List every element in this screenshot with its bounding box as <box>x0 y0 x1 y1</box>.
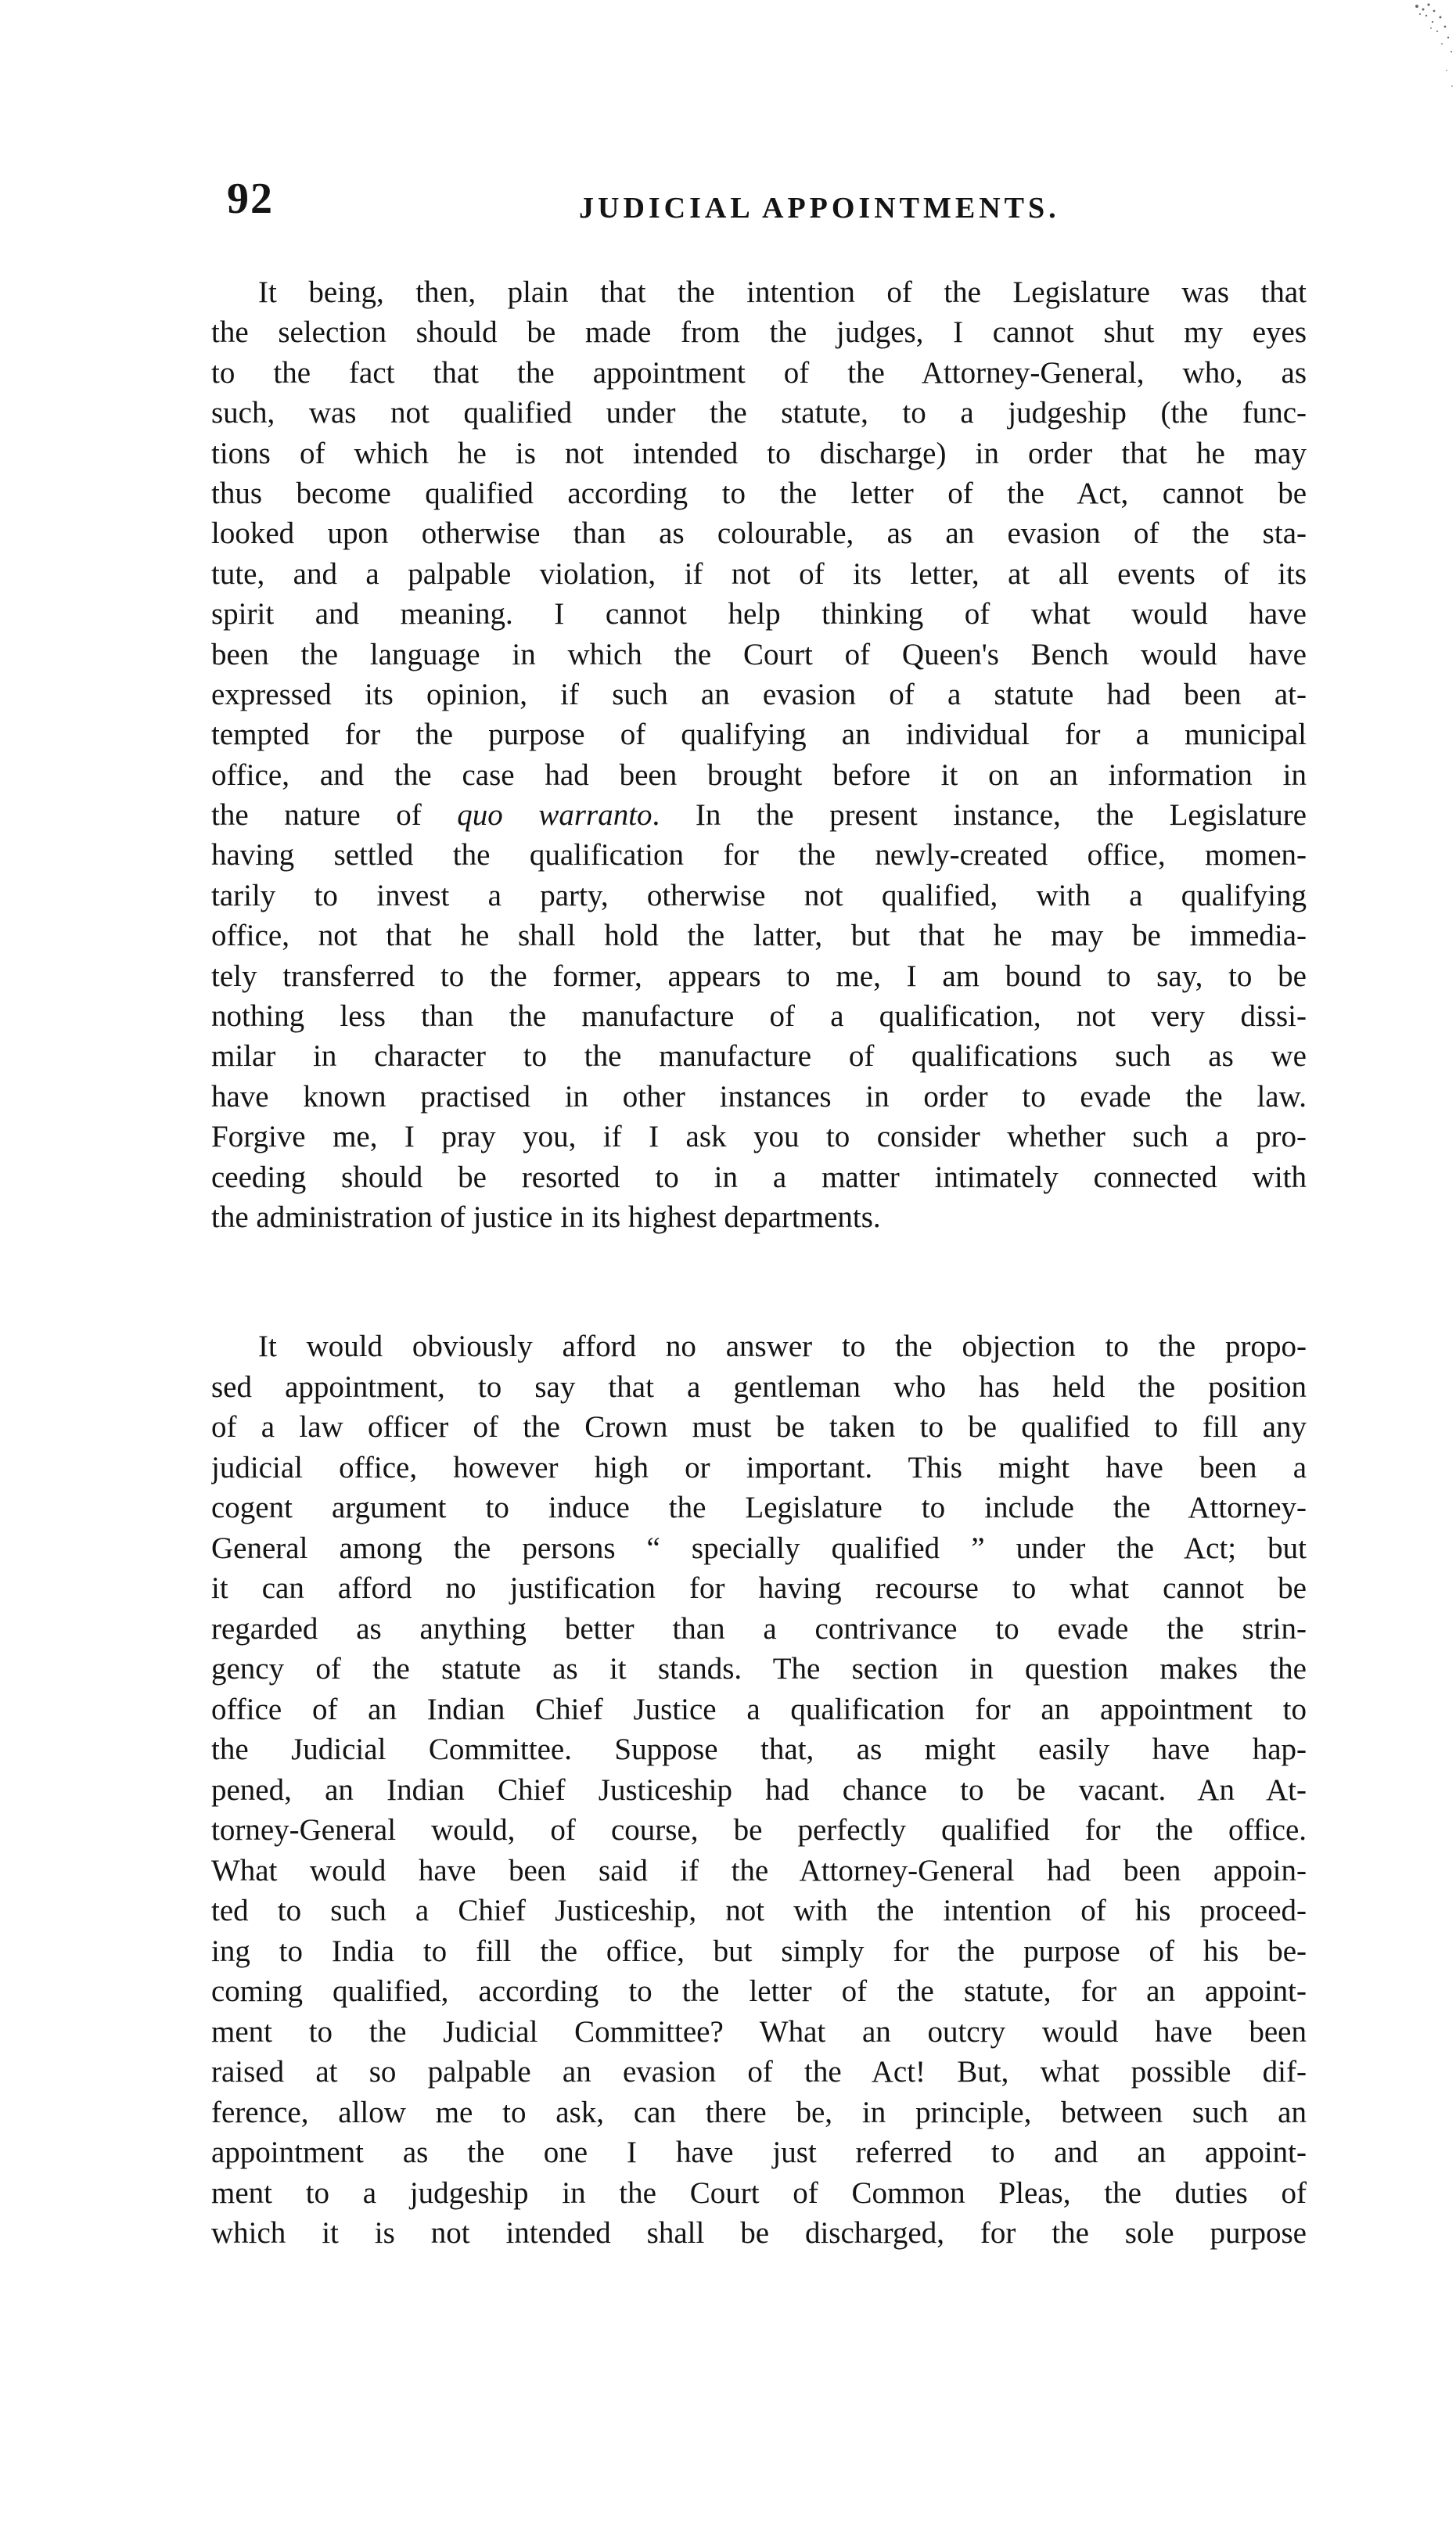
text-line: office of an Indian Chief Justice a qualification for an appointment to <box>211 1692 1307 1726</box>
text-line: the Judicial Committee. Suppose that, as might easily have hap- <box>211 1733 1307 1766</box>
text-line: regarded as anything better than a contrivance to evade the strin- <box>211 1611 1307 1646</box>
text-line: What would have been said if the Attorney-General had been appoin- <box>211 1853 1307 1887</box>
text-line: tions of which he is not intended to discharge) in order that he may <box>211 436 1307 470</box>
text-line: expressed its opinion, if such an evasion of a statute had been at- <box>211 677 1307 711</box>
text-line: sed appointment, to say that a gentleman who has held the position <box>211 1369 1307 1404</box>
paragraph-1 <box>211 272 1307 1237</box>
text-line: nothing less than the manufacture of a qualification, not very dissi- <box>211 999 1307 1034</box>
text-line: milar in character to the manufacture of qualifications such as we <box>211 1039 1307 1074</box>
text-line: It would obviously afford no answer to the objection to the propo- <box>258 1330 1307 1363</box>
text-line: such, was not qualified under the statute, to a judgeship (the func- <box>211 396 1307 430</box>
text-line: ing to India to fill the office, but simply for the purpose of his be- <box>211 1934 1307 1968</box>
text-line: cogent argument to induce the Legislature to include the Attorney- <box>211 1491 1307 1524</box>
text-line: appointment as the one I have just referred to and an appoint- <box>211 2136 1307 2169</box>
text-line: ment to the Judicial Committee? What an outcry would have been <box>211 2014 1307 2049</box>
text-line: the administration of justice in its highest departments. <box>211 1200 881 1234</box>
text-line: the selection should be made from the judges, I cannot shut my eyes <box>211 315 1307 350</box>
text-line: Forgive me, I pray you, if I ask you to consider whether such a pro- <box>211 1120 1307 1154</box>
text-line: torney-General would, of course, be perfectly qualified for the office. <box>211 1813 1307 1847</box>
text-line: have known practised in other instances in order to evade the law. <box>211 1079 1307 1114</box>
running-title: JUDICIAL APPOINTMENTS. <box>579 192 1060 225</box>
paragraph-2 <box>211 1326 1307 2254</box>
text-line: tarily to invest a party, otherwise not qualified, with a qualifying <box>211 878 1307 912</box>
text-line: been the language in which the Court of Queen's Bench would have <box>211 637 1307 671</box>
text-line: ceeding should be resorted to in a matter intimately connected with <box>211 1160 1307 1194</box>
text-line: It being, then, plain that the intention of the Legislature was that <box>258 275 1307 309</box>
text-line: pened, an Indian Chief Justiceship had chance to be vacant. An At- <box>211 1772 1307 1807</box>
text-line: ted to such a Chief Justiceship, not with the intention of his proceed- <box>211 1894 1307 1927</box>
text-line: tute, and a palpable violation, if not of its letter, at all events of its <box>211 556 1307 591</box>
text-line: which it is not intended shall be discharged, for the sole purpose <box>211 2216 1307 2250</box>
text-line: having settled the qualification for the newly-created office, momen- <box>211 838 1307 873</box>
text-line: to the fact that the appointment of the Attorney-General, who, as <box>211 355 1307 390</box>
text-line: looked upon otherwise than as colourable, as an evasion of the sta- <box>211 516 1307 551</box>
text-line: judicial office, however high or important. This might have been a <box>211 1450 1307 1484</box>
running-head <box>227 174 1322 229</box>
text-line: ference, allow me to ask, can there be, in principle, between such an <box>211 2095 1307 2129</box>
text-line: tely transferred to the former, appears to me, I am bound to say, to be <box>211 959 1307 993</box>
text-line: ment to a judgeship in the Court of Common Pleas, the duties of <box>211 2175 1307 2210</box>
text-line: office, and the case had been brought before it on an information in <box>211 758 1307 792</box>
text-line: General among the persons “ specially qualified ” under the Act; but <box>211 1531 1307 1565</box>
page-number: 92 <box>227 175 274 223</box>
text-line: gency of the statute as it stands. The section in question makes the <box>211 1652 1307 1686</box>
text-line: it can afford no justification for having recourse to what cannot be <box>211 1571 1307 1605</box>
text-line: spirit and meaning. I cannot help thinking of what would have <box>211 597 1307 632</box>
text-line: office, not that he shall hold the latter, but that he may be immedia- <box>211 919 1307 953</box>
text-line: the nature of quo warranto. In the present instance, the Legislature <box>211 798 1307 833</box>
text-line: raised at so palpable an evasion of the Act! But, what possible dif- <box>211 2055 1307 2089</box>
text-line: of a law officer of the Crown must be taken to be qualified to fill any <box>211 1410 1307 1444</box>
text-line: thus become qualified according to the letter of the Act, cannot be <box>211 476 1307 510</box>
text-line: coming qualified, according to the letter of the statute, for an appoint- <box>211 1974 1307 2008</box>
text-line: tempted for the purpose of qualifying an individual for a municipal <box>211 718 1307 752</box>
scan-artifact-speck <box>1386 0 1456 94</box>
